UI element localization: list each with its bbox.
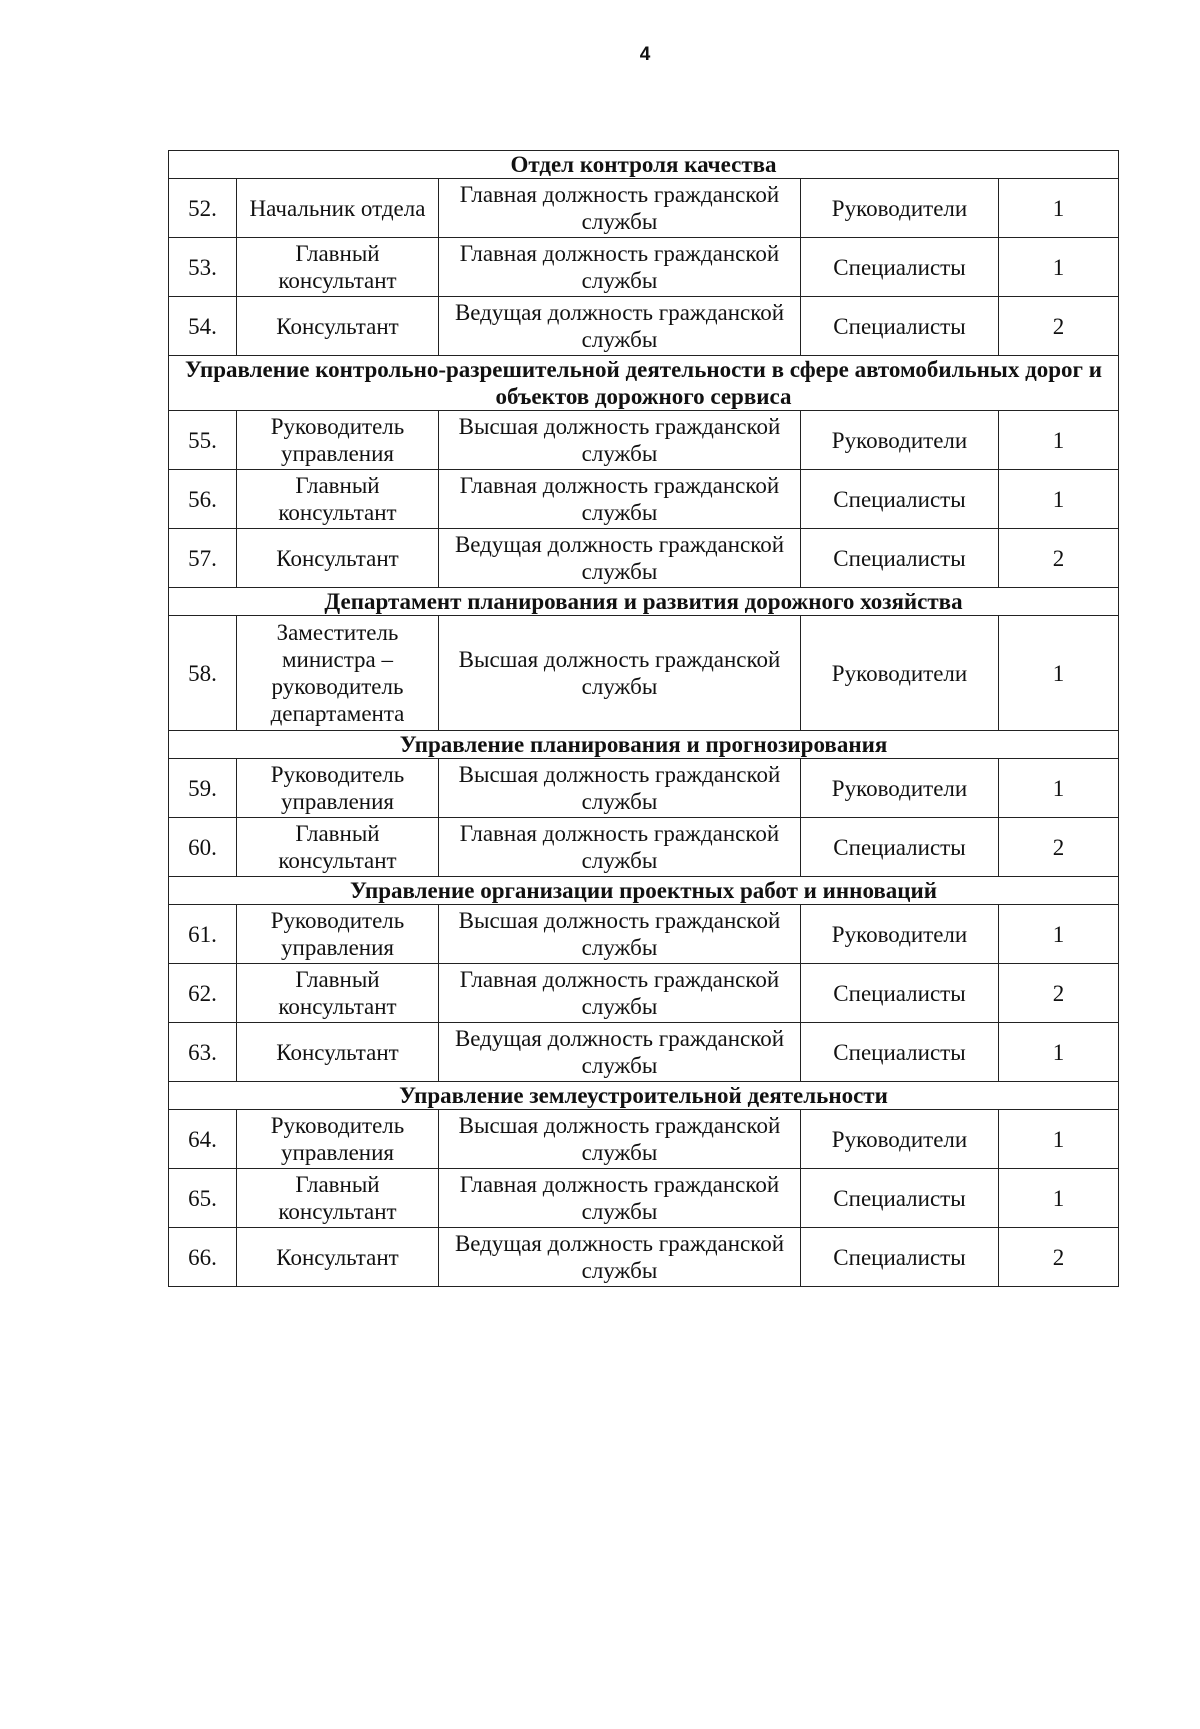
position-category: Специалисты xyxy=(801,1023,999,1082)
staff-table-container xyxy=(168,150,1118,1287)
position-level: Высшая должность гражданской службы xyxy=(439,1110,801,1169)
position-title: Главный консультант xyxy=(237,470,439,529)
position-category: Специалисты xyxy=(801,818,999,877)
section-row xyxy=(169,731,1119,759)
table-row xyxy=(169,470,1119,529)
position-title: Главный консультант xyxy=(237,964,439,1023)
position-category: Специалисты xyxy=(801,297,999,356)
row-number: 64. xyxy=(169,1110,237,1169)
position-title: Главный консультант xyxy=(237,818,439,877)
position-title: Начальник отдела xyxy=(237,179,439,238)
position-category: Специалисты xyxy=(801,470,999,529)
position-count: 2 xyxy=(999,529,1119,588)
position-count: 1 xyxy=(999,411,1119,470)
row-number: 57. xyxy=(169,529,237,588)
table-row xyxy=(169,616,1119,731)
position-count: 2 xyxy=(999,818,1119,877)
position-count: 2 xyxy=(999,297,1119,356)
section-row xyxy=(169,151,1119,179)
position-title: Заместитель министра – руководитель департамента xyxy=(237,616,439,731)
position-level: Ведущая должность гражданской службы xyxy=(439,1023,801,1082)
row-number: 53. xyxy=(169,238,237,297)
row-number: 60. xyxy=(169,818,237,877)
section-row xyxy=(169,1082,1119,1110)
position-level: Главная должность гражданской службы xyxy=(439,1169,801,1228)
position-category: Специалисты xyxy=(801,529,999,588)
table-row xyxy=(169,1110,1119,1169)
section-heading: Управление землеустроительной деятельности xyxy=(169,1082,1119,1110)
table-row xyxy=(169,759,1119,818)
position-category: Специалисты xyxy=(801,1169,999,1228)
position-level: Высшая должность гражданской службы xyxy=(439,759,801,818)
position-category: Руководители xyxy=(801,179,999,238)
section-row xyxy=(169,588,1119,616)
section-row xyxy=(169,356,1119,411)
section-heading: Управление организации проектных работ и инноваций xyxy=(169,877,1119,905)
position-count: 2 xyxy=(999,1228,1119,1287)
staff-table-body xyxy=(169,151,1119,1287)
position-category: Специалисты xyxy=(801,964,999,1023)
position-level: Главная должность гражданской службы xyxy=(439,179,801,238)
position-category: Руководители xyxy=(801,759,999,818)
position-count: 1 xyxy=(999,905,1119,964)
section-heading: Отдел контроля качества xyxy=(169,151,1119,179)
position-count: 1 xyxy=(999,759,1119,818)
section-heading: Управление контрольно-разрешительной деятельности в сфере автомобильных дорог и объектов дорожного сервиса xyxy=(169,356,1119,411)
position-level: Главная должность гражданской службы xyxy=(439,470,801,529)
position-title: Руководитель управления xyxy=(237,1110,439,1169)
section-row xyxy=(169,877,1119,905)
row-number: 62. xyxy=(169,964,237,1023)
position-count: 2 xyxy=(999,964,1119,1023)
row-number: 52. xyxy=(169,179,237,238)
row-number: 66. xyxy=(169,1228,237,1287)
position-level: Главная должность гражданской службы xyxy=(439,818,801,877)
position-title: Консультант xyxy=(237,1228,439,1287)
position-count: 1 xyxy=(999,616,1119,731)
position-count: 1 xyxy=(999,1110,1119,1169)
position-count: 1 xyxy=(999,1023,1119,1082)
position-level: Высшая должность гражданской службы xyxy=(439,905,801,964)
table-row xyxy=(169,1228,1119,1287)
position-count: 1 xyxy=(999,1169,1119,1228)
position-title: Руководитель управления xyxy=(237,759,439,818)
table-row xyxy=(169,529,1119,588)
position-title: Главный консультант xyxy=(237,1169,439,1228)
section-heading: Управление планирования и прогнозирования xyxy=(169,731,1119,759)
position-category: Специалисты xyxy=(801,238,999,297)
table-row xyxy=(169,179,1119,238)
position-title: Главный консультант xyxy=(237,238,439,297)
row-number: 58. xyxy=(169,616,237,731)
position-category: Руководители xyxy=(801,411,999,470)
position-level: Ведущая должность гражданской службы xyxy=(439,297,801,356)
row-number: 61. xyxy=(169,905,237,964)
position-count: 1 xyxy=(999,238,1119,297)
table-row xyxy=(169,1169,1119,1228)
position-category: Специалисты xyxy=(801,1228,999,1287)
row-number: 63. xyxy=(169,1023,237,1082)
position-count: 1 xyxy=(999,470,1119,529)
position-title: Консультант xyxy=(237,297,439,356)
row-number: 55. xyxy=(169,411,237,470)
row-number: 59. xyxy=(169,759,237,818)
position-level: Ведущая должность гражданской службы xyxy=(439,529,801,588)
position-category: Руководители xyxy=(801,1110,999,1169)
staff-table xyxy=(168,150,1119,1287)
position-title: Руководитель управления xyxy=(237,411,439,470)
position-category: Руководители xyxy=(801,616,999,731)
row-number: 56. xyxy=(169,470,237,529)
table-row xyxy=(169,238,1119,297)
table-row xyxy=(169,818,1119,877)
position-level: Главная должность гражданской службы xyxy=(439,238,801,297)
position-level: Высшая должность гражданской службы xyxy=(439,411,801,470)
position-category: Руководители xyxy=(801,905,999,964)
table-row xyxy=(169,297,1119,356)
table-row xyxy=(169,1023,1119,1082)
position-level: Высшая должность гражданской службы xyxy=(439,616,801,731)
position-title: Руководитель управления xyxy=(237,905,439,964)
position-title: Консультант xyxy=(237,529,439,588)
row-number: 54. xyxy=(169,297,237,356)
section-heading: Департамент планирования и развития дорожного хозяйства xyxy=(169,588,1119,616)
position-level: Ведущая должность гражданской службы xyxy=(439,1228,801,1287)
table-row xyxy=(169,411,1119,470)
page-number: 4 xyxy=(639,44,651,65)
row-number: 65. xyxy=(169,1169,237,1228)
table-row xyxy=(169,964,1119,1023)
position-title: Консультант xyxy=(237,1023,439,1082)
table-row xyxy=(169,905,1119,964)
position-count: 1 xyxy=(999,179,1119,238)
position-level: Главная должность гражданской службы xyxy=(439,964,801,1023)
